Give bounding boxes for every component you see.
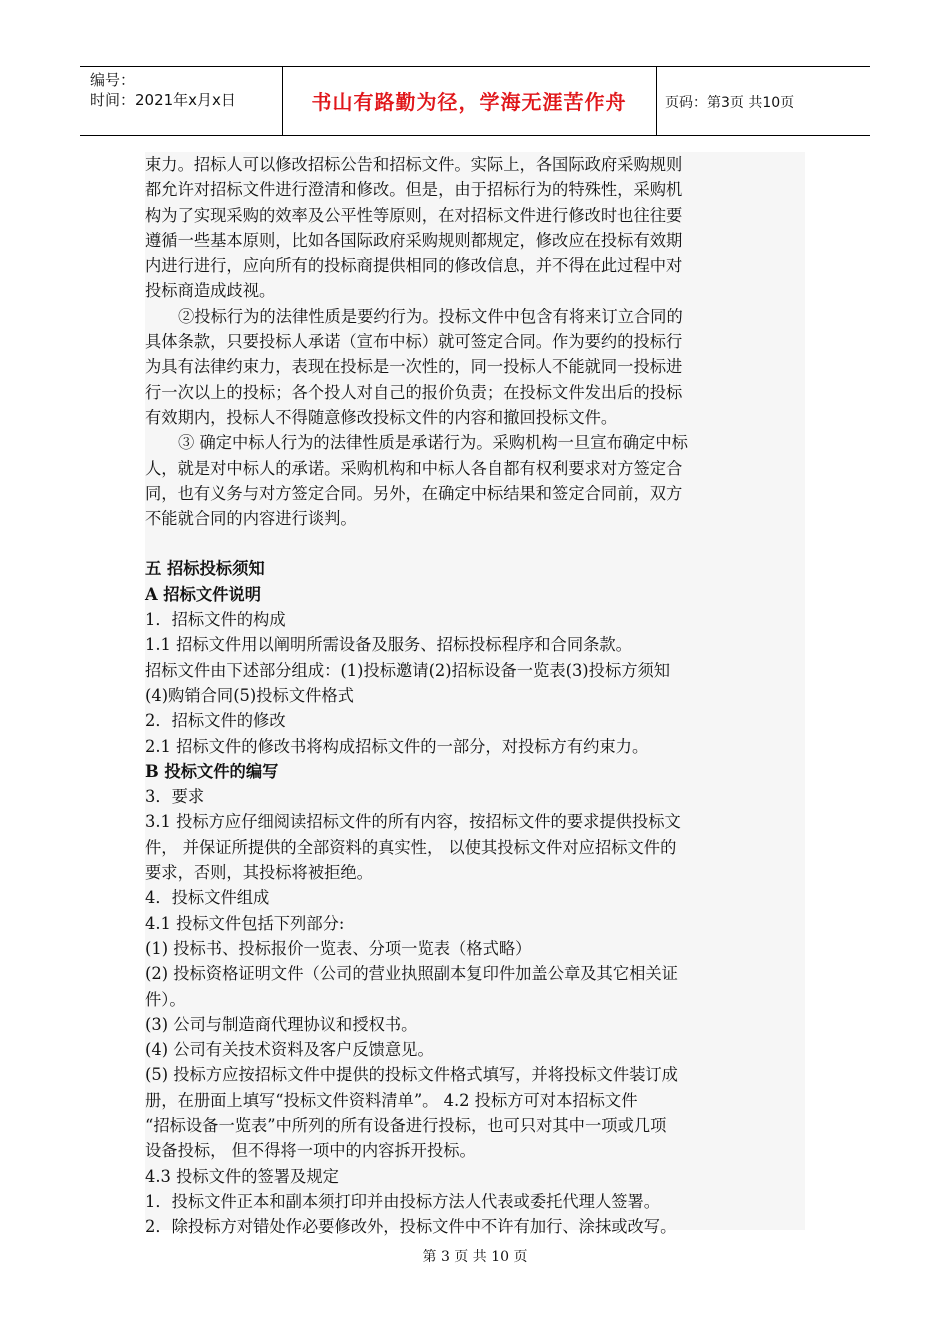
body-line: 2.1 招标文件的修改书将构成招标文件的一部分，对投标方有约束力。 — [145, 736, 649, 756]
body-line: 不能就合同的内容进行谈判。 — [145, 509, 357, 529]
body-line: 4.1 投标文件包括下列部分: — [145, 913, 345, 933]
header-bottom-rule — [80, 135, 870, 136]
document-body — [145, 152, 805, 1237]
body-line: 1．投标文件正本和副本须打印并由投标方法人代表或委托代理人签署。 — [145, 1191, 661, 1211]
body-line: (4)购销合同(5)投标文件格式 — [145, 685, 354, 705]
body-line: 1．招标文件的构成 — [145, 610, 286, 630]
body-line: 具体条款，只要投标人承诺（宣布中标）就可签定合同。作为要约的投标行 — [145, 332, 683, 352]
body-line: 4.3 投标文件的签署及规定 — [145, 1166, 339, 1186]
body-line: ③ 确定中标人行为的法律性质是承诺行为。采购机构一旦宣布确定中标 — [178, 433, 688, 453]
body-line: 遵循一些基本原则，比如各国际政府采购规则都规定，修改应在投标有效期 — [145, 230, 683, 250]
body-line: 件， 并保证所提供的全部资料的真实性， 以使其投标文件对应招标文件的 — [145, 837, 677, 857]
body-line: “招标设备一览表”中所列的所有设备进行投标，也可只对其中一项或几项 — [145, 1115, 667, 1135]
body-line: 招标文件由下述部分组成：(1)投标邀请(2)招标设备一览表(3)投标方须知 — [145, 660, 671, 680]
body-line: 都允许对招标文件进行澄清和修改。但是，由于招标行为的特殊性，采购机 — [145, 180, 683, 200]
body-line: 投标商造成歧视。 — [145, 281, 276, 301]
section-heading: 五 招标投标须知 — [145, 559, 265, 579]
header-number-label: 编号： — [90, 71, 136, 89]
body-line: 有效期内，投标人不得随意修改投标文件的内容和撤回投标文件。 — [145, 407, 618, 427]
header-date-label: 时间：2021年x月x日 — [90, 91, 236, 109]
body-line: (2) 投标资格证明文件（公司的营业执照副本复印件加盖公章及其它相关证 — [145, 964, 678, 984]
header-motto: 书山有路勤为径，学海无涯苦作舟 — [311, 90, 627, 114]
body-line: 册，在册面上填写“投标文件资料清单”。 4.2 投标方可对本招标文件 — [145, 1090, 638, 1110]
body-line: 为具有法律约束力，表现在投标是一次性的，同一投标人不能就同一投标进 — [145, 357, 683, 377]
body-line: (4) 公司有关技术资料及客户反馈意见。 — [145, 1040, 434, 1060]
subsection-heading: A 招标文件说明 — [145, 584, 261, 604]
body-line: 要求，否则，其投标将被拒绝。 — [145, 863, 373, 883]
body-line: 2．除投标方对错处作必要修改外，投标文件中不许有加行、涂抹或改写。 — [145, 1217, 677, 1237]
body-line: 设备投标， 但不得将一项中的内容拆开投标。 — [145, 1141, 476, 1161]
body-line: 行一次以上的投标；各个投人对自己的报价负责；在投标文件发出后的投标 — [145, 382, 683, 402]
body-line: 2．招标文件的修改 — [145, 711, 286, 731]
body-line: 构为了实现采购的效率及公平性等原则，在对招标文件进行修改时也往往要 — [145, 205, 683, 225]
body-line: 1.1 招标文件用以阐明所需设备及服务、招标投标程序和合同条款。 — [145, 635, 632, 655]
body-line: 件）。 — [145, 989, 186, 1009]
body-line: 同，也有义务与对方签定合同。另外，在确定中标结果和签定合同前，双方 — [145, 483, 683, 503]
body-line: 内进行进行，应向所有的投标商提供相同的修改信息，并不得在此过程中对 — [145, 256, 683, 276]
body-line: ②投标行为的法律性质是要约行为。投标文件中包含有将来订立合同的 — [178, 306, 683, 326]
page-footer: 第 3 页 共 10 页 — [422, 1249, 528, 1265]
header-meta — [90, 70, 236, 110]
header-divider-right — [656, 66, 657, 135]
paragraph-gap — [145, 531, 805, 556]
body-line: 束力。招标人可以修改招标公告和招标文件。实际上，各国际政府采购规则 — [145, 155, 683, 174]
header-divider-left — [282, 66, 283, 135]
body-line: (1) 投标书、投标报价一览表、分项一览表（格式略） — [145, 938, 532, 958]
body-line: (3) 公司与制造商代理协议和授权书。 — [145, 1014, 418, 1034]
body-line: 3.1 投标方应仔细阅读招标文件的所有内容，按招标文件的要求提供投标文 — [145, 812, 681, 832]
body-line: 4．投标文件组成 — [145, 888, 270, 908]
header-page-info: 页码：第3页 共10页 — [665, 95, 795, 111]
body-line: 人，就是对中标人的承诺。采购机构和中标人各自都有权利要求对方签定合 — [145, 458, 683, 478]
header-top-rule — [80, 66, 870, 67]
body-line: 3．要求 — [145, 787, 205, 807]
subsection-heading: B 投标文件的编写 — [145, 761, 279, 781]
body-line: (5) 投标方应按招标文件中提供的投标文件格式填写，并将投标文件装订成 — [145, 1065, 678, 1085]
